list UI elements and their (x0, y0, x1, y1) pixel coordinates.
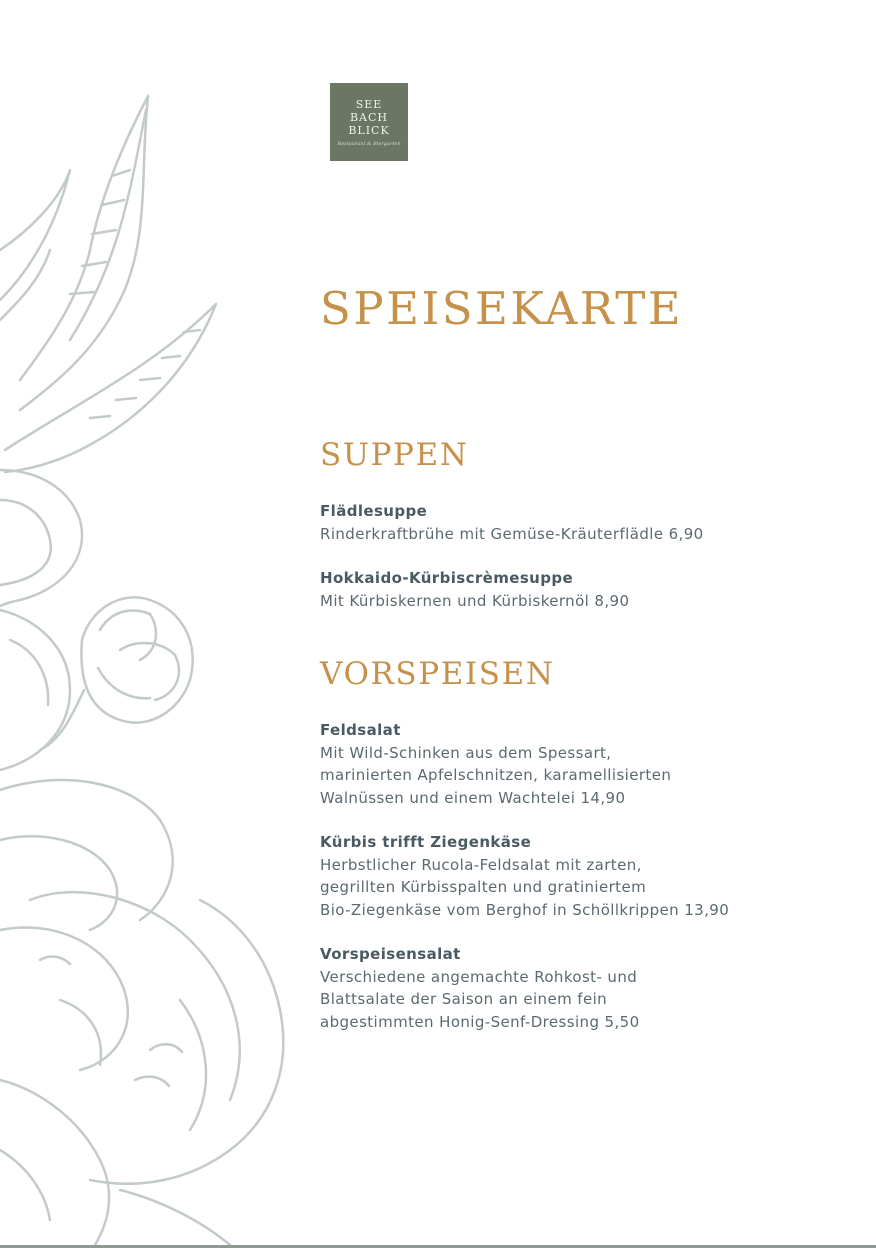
menu-item-name: Vorspeisensalat (320, 945, 461, 963)
description-line: Mit Wild-Schinken aus dem Spessart, (320, 743, 612, 762)
menu-item-description (320, 854, 860, 922)
page-title: SPEISEKARTE (320, 282, 684, 335)
menu-item (320, 831, 860, 921)
menu-item-name: Hokkaido-Kürbiscrèmesuppe (320, 569, 574, 587)
menu-item-description (320, 742, 860, 810)
section-title-vorspeisen: VORSPEISEN (320, 656, 555, 692)
description-line: Rinderkraftbrühe mit Gemüse-Kräuterflädle 6,90 (320, 524, 704, 543)
menu-item (320, 567, 860, 612)
description-line: gegrillten Kürbisspalten und gratiniertem (320, 878, 647, 896)
logo-line-bach: BACH (349, 111, 389, 124)
description-line: abgestimmten Honig-Senf-Dressing 5,50 (320, 1012, 640, 1031)
menu-item-name: Feldsalat (320, 721, 401, 739)
floral-illustration (0, 0, 310, 1248)
menu-item-description (320, 966, 860, 1034)
description-line: Verschiedene angemachte Rohkost- und (320, 967, 638, 986)
menu-item (320, 500, 860, 545)
section-title-suppen: SUPPEN (320, 437, 469, 473)
menu-item (320, 719, 860, 809)
menu-item-name: Kürbis trifft Ziegenkäse (320, 833, 532, 851)
logo (330, 83, 408, 161)
description-line: Bio-Ziegenkäse vom Berghof in Schöllkrippen 13,90 (320, 900, 730, 919)
description-line: Walnüssen und einem Wachtelei 14,90 (320, 788, 626, 807)
logo-line-see: SEE (355, 98, 383, 111)
description-line: Blattsalate der Saison an einem fein (320, 990, 608, 1008)
logo-line-blick: BLICK (348, 124, 390, 137)
menu-item-description (320, 590, 860, 613)
logo-tagline: Restaurant & Biergarten (337, 141, 401, 147)
description-line: Mit Kürbiskernen und Kürbiskernöl 8,90 (320, 591, 630, 610)
description-line: marinierten Apfelschnitzen, karamellisierten (320, 766, 672, 784)
menu-item (320, 943, 860, 1033)
description-line: Herbstlicher Rucola-Feldsalat mit zarten, (320, 855, 642, 874)
menu-item-name: Flädlesuppe (320, 502, 428, 520)
menu-item-description (320, 523, 860, 546)
